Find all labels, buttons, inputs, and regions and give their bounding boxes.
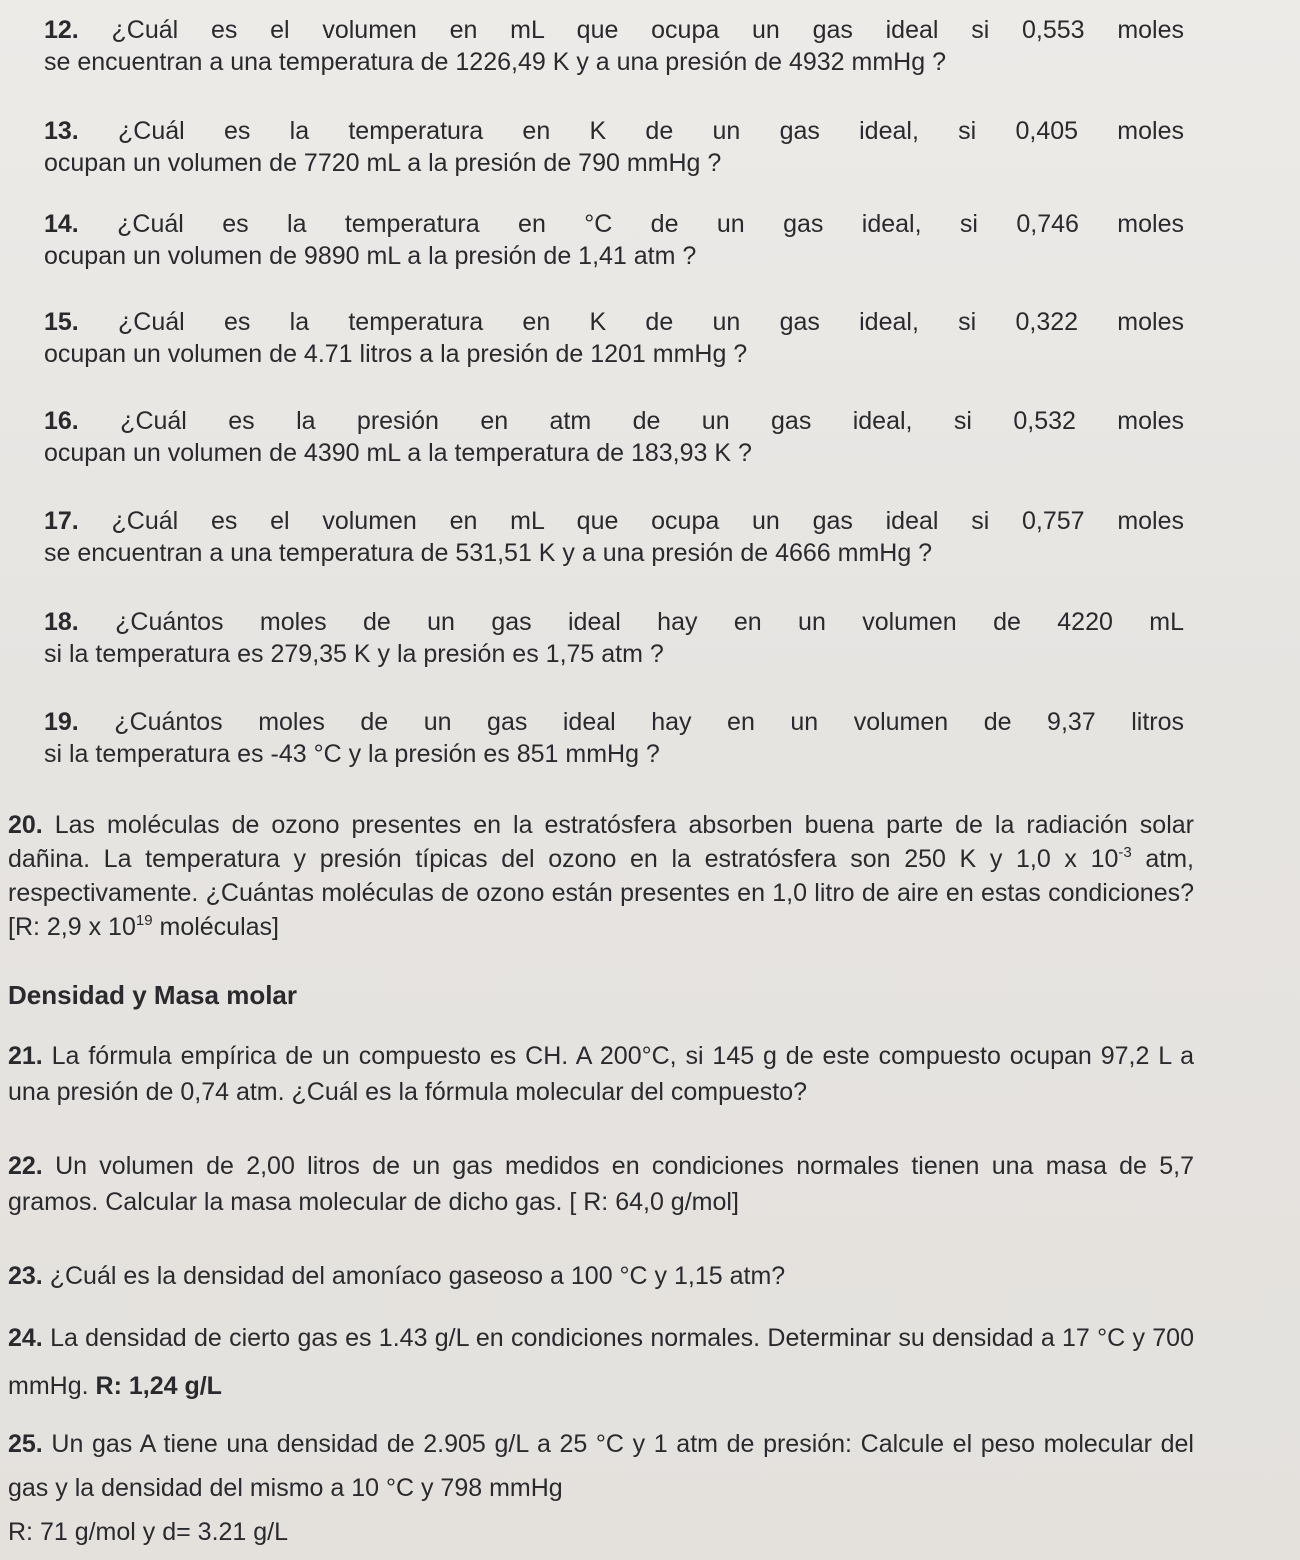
problem-number: 12. <box>44 16 79 44</box>
exponent: -3 <box>1118 844 1132 861</box>
problem-13 <box>44 115 1184 179</box>
problem-number: 17. <box>44 507 79 535</box>
problem-text: moléculas] <box>152 913 279 941</box>
problem-text: ¿Cuál es la temperatura en °C de un gas ideal, si 0,746 moles <box>117 210 1184 238</box>
problem-text: se encuentran a una temperatura de 1226,49 K y a una presión de 4932 mmHg ? <box>44 48 946 76</box>
problem-number: 25. <box>8 1430 43 1458</box>
problem-text: ¿Cuál es la densidad del amoníaco gaseoso a 100 °C y 1,15 atm? <box>49 1262 786 1290</box>
problem-text: si la temperatura es -43 °C y la presión es 851 mmHg ? <box>44 740 660 768</box>
problem-text: ¿Cuál es la temperatura en K de un gas ideal, si 0,322 moles <box>118 308 1184 336</box>
problem-number: 16. <box>44 407 79 435</box>
problem-24 <box>8 1314 1194 1410</box>
problem-text: ¿Cuál es la temperatura en K de un gas ideal, si 0,405 moles <box>118 117 1184 145</box>
problem-text: ocupan un volumen de 7720 mL a la presión de 790 mmHg ? <box>44 149 722 177</box>
problem-text: si la temperatura es 279,35 K y la presión es 1,75 atm ? <box>44 640 664 668</box>
problem-number: 20. <box>8 811 43 839</box>
problem-25 <box>8 1422 1194 1554</box>
problem-16 <box>44 405 1184 469</box>
problem-text: Un volumen de 2,00 litros de un gas medidos en condiciones normales tienen una masa de 5,7 gramos. Calcular la masa molecular de dicho gas. [ R: 64,0 g/mol] <box>8 1152 1194 1216</box>
problem-text: se encuentran a una temperatura de 531,51 K y a una presión de 4666 mmHg ? <box>44 539 933 567</box>
problem-17 <box>44 505 1184 569</box>
problem-text: La densidad de cierto gas es 1.43 g/L en condiciones normales. Determinar su densidad a 17 °C y 700 mmHg. <box>8 1324 1194 1400</box>
problem-22 <box>8 1148 1194 1220</box>
problem-number: 19. <box>44 708 79 736</box>
problem-20 <box>8 808 1194 944</box>
problem-23 <box>8 1260 1194 1292</box>
problem-18 <box>44 606 1184 670</box>
problem-number: 18. <box>44 608 79 636</box>
problem-12 <box>44 14 1184 78</box>
problem-21 <box>8 1038 1194 1110</box>
problem-number: 15. <box>44 308 79 336</box>
problem-text: ¿Cuál es el volumen en mL que ocupa un gas ideal si 0,553 moles <box>111 16 1185 44</box>
problem-number: 21. <box>8 1042 43 1070</box>
problem-number: 14. <box>44 210 79 238</box>
problem-text: La fórmula empírica de un compuesto es CH. A 200°C, si 145 g de este compuesto ocupan 97,2 L a una presión de 0,74 atm. ¿Cuál es la fórmula molecular del compuesto? <box>8 1042 1194 1106</box>
answer: R: 71 g/mol y d= 3.21 g/L <box>8 1518 289 1546</box>
problem-15 <box>44 306 1184 370</box>
problem-number: 22. <box>8 1152 43 1180</box>
problem-text: ocupan un volumen de 9890 mL a la presión de 1,41 atm ? <box>44 242 697 270</box>
exponent: 19 <box>135 912 153 929</box>
problem-text: ¿Cuántos moles de un gas ideal hay en un volumen de 4220 mL <box>115 608 1184 636</box>
problem-number: 13. <box>44 117 79 145</box>
problem-text: ¿Cuál es el volumen en mL que ocupa un gas ideal si 0,757 moles <box>111 507 1185 535</box>
problem-number: 24. <box>8 1324 43 1352</box>
problem-text: atm, respectivamente. ¿Cuántas moléculas de ozono están presentes en 1,0 litro de aire en estas condiciones? [R: 2,9 x 10 <box>8 845 1194 941</box>
problem-text: ocupan un volumen de 4.71 litros a la presión de 1201 mmHg ? <box>44 340 748 368</box>
problem-number: 23. <box>8 1262 43 1290</box>
problem-19 <box>44 706 1184 770</box>
problem-text: ¿Cuántos moles de un gas ideal hay en un volumen de 9,37 litros <box>114 708 1184 736</box>
section-heading: Densidad y Masa molar <box>8 980 297 1010</box>
problem-text: Las moléculas de ozono presentes en la estratósfera absorben buena parte de la radiación solar dañina. La temperatura y presión típicas del ozono en la estratósfera son 250 K y 1,0 x 10 <box>8 811 1194 873</box>
problem-text: ¿Cuál es la presión en atm de un gas ideal, si 0,532 moles <box>120 407 1184 435</box>
answer: R: 1,24 g/L <box>95 1372 222 1400</box>
problem-text: ocupan un volumen de 4390 mL a la temperatura de 183,93 K ? <box>44 439 752 467</box>
problem-14 <box>44 208 1184 272</box>
problem-text: Un gas A tiene una densidad de 2.905 g/L a 25 °C y 1 atm de presión: Calcule el peso molecular del gas y la densidad del mismo a 10 °C y 798 mmHg <box>8 1430 1194 1502</box>
